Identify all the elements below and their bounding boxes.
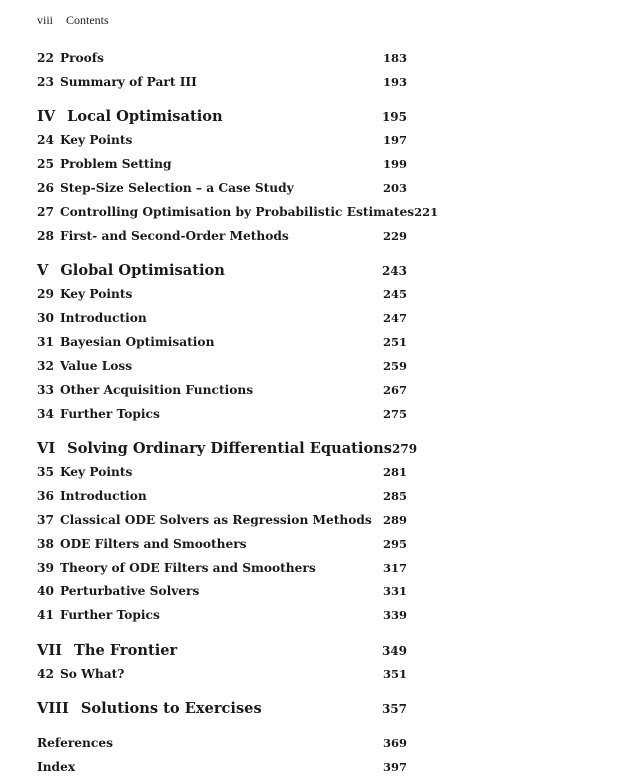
running-header (37, 13, 109, 28)
chapter-title: Other Acquisition Functions (59, 383, 254, 397)
page-number: 229 (382, 229, 407, 243)
page-number: 279 (392, 442, 418, 456)
chapter-number: 25 (37, 157, 54, 171)
chapter-number: 40 (37, 584, 54, 598)
chapter-number: 32 (37, 359, 54, 373)
toc-entry-label (37, 383, 253, 397)
page-number: 397 (382, 760, 407, 774)
page-number: 281 (382, 465, 407, 479)
part-title: Global Optimisation (60, 262, 225, 279)
page-number: 357 (381, 702, 407, 716)
toc-entry-label (37, 229, 289, 243)
chapter-title: Perturbative Solvers (59, 584, 200, 598)
toc-entry-label (37, 642, 177, 659)
page-number: 369 (382, 736, 407, 750)
page-number: 243 (381, 264, 407, 278)
header-title: Contents (66, 13, 109, 27)
toc-entry-label (37, 205, 414, 219)
toc-entry-label (37, 51, 104, 65)
toc-chapter-entry[interactable] (37, 229, 407, 243)
chapter-title: Classical ODE Solvers as Regression Methods (59, 513, 372, 527)
chapter-number: 35 (37, 465, 54, 479)
chapter-number: 26 (37, 181, 54, 195)
toc-entry-label (37, 133, 132, 147)
page-number: 285 (382, 489, 407, 503)
toc-entry-label (37, 311, 147, 325)
toc-chapter-entry[interactable] (37, 75, 407, 89)
chapter-title: Theory of ODE Filters and Smoothers (59, 561, 316, 575)
toc-entry-label (37, 667, 124, 681)
toc-chapter-entry[interactable] (37, 608, 407, 622)
toc-entry-label (37, 489, 147, 503)
part-title: Solutions to Exercises (80, 700, 262, 717)
chapter-number: 24 (37, 133, 54, 147)
toc-chapter-entry[interactable] (37, 584, 407, 598)
chapter-title: Further Topics (59, 407, 160, 421)
part-number: VIII (37, 700, 69, 717)
chapter-number: 29 (37, 287, 54, 301)
chapter-title: Key Points (59, 133, 133, 147)
toc-entry-label (37, 108, 223, 125)
chapter-title: Bayesian Optimisation (59, 335, 215, 349)
chapter-title: Key Points (59, 287, 133, 301)
toc-entry-label (37, 561, 316, 575)
page-number: 267 (382, 383, 407, 397)
part-number: VII (37, 642, 62, 659)
chapter-title: References (37, 736, 113, 750)
toc-chapter-entry[interactable] (37, 359, 407, 373)
page-number: 251 (382, 335, 407, 349)
part-title: The Frontier (73, 642, 178, 659)
toc-chapter-entry[interactable] (37, 133, 407, 147)
page-number: 195 (381, 110, 407, 124)
page-number: 183 (382, 51, 407, 65)
toc-chapter-entry[interactable] (37, 287, 407, 301)
toc-chapter-entry[interactable] (37, 181, 407, 195)
page-number: 197 (382, 133, 407, 147)
toc-entry-label (37, 736, 113, 750)
chapter-number: 41 (37, 608, 54, 622)
toc-backmatter-entry[interactable] (37, 736, 407, 750)
chapter-number: 27 (37, 205, 54, 219)
chapter-number: 36 (37, 489, 54, 503)
chapter-number: 34 (37, 407, 54, 421)
chapter-title: Step-Size Selection – a Case Study (59, 181, 294, 195)
page-number: 289 (382, 513, 407, 527)
toc-part-entry[interactable] (37, 440, 418, 457)
toc-entry-label (37, 157, 172, 171)
toc-backmatter-entry[interactable] (37, 760, 407, 774)
toc-chapter-entry[interactable] (37, 205, 439, 219)
chapter-title: First- and Second-Order Methods (59, 229, 289, 243)
chapter-number: 28 (37, 229, 54, 243)
toc-chapter-entry[interactable] (37, 513, 407, 527)
chapter-number: 23 (37, 75, 54, 89)
chapter-number: 42 (37, 667, 54, 681)
chapter-title: So What? (59, 667, 125, 681)
header-page-number: viii (37, 13, 54, 27)
toc-chapter-entry[interactable] (37, 407, 407, 421)
page-number: 275 (382, 407, 407, 421)
chapter-number: 37 (37, 513, 54, 527)
page-number: 317 (382, 561, 407, 575)
chapter-title: ODE Filters and Smoothers (59, 537, 247, 551)
toc-entry-label (37, 513, 372, 527)
chapter-title: Key Points (59, 465, 133, 479)
toc-entry-label (37, 608, 160, 622)
toc-chapter-entry[interactable] (37, 537, 407, 551)
toc-part-entry[interactable] (37, 262, 407, 279)
page-number: 339 (382, 608, 407, 622)
chapter-number: 33 (37, 383, 54, 397)
chapter-title: Summary of Part III (59, 75, 197, 89)
page-number: 351 (382, 667, 407, 681)
toc-entry-label (37, 760, 75, 774)
page-number: 331 (382, 584, 407, 598)
part-number: IV (37, 108, 56, 125)
part-title: Solving Ordinary Differential Equations (67, 440, 393, 457)
toc-entry-label (37, 335, 214, 349)
toc-chapter-entry[interactable] (37, 335, 407, 349)
page-number: 245 (382, 287, 407, 301)
chapter-title: Index (37, 760, 76, 774)
chapter-number: 22 (37, 51, 54, 65)
toc-part-entry[interactable] (37, 642, 407, 659)
toc-entry-label (37, 465, 132, 479)
toc-chapter-entry[interactable] (37, 667, 407, 681)
toc-chapter-entry[interactable] (37, 489, 407, 503)
toc-entry-label (37, 359, 132, 373)
part-number: V (37, 262, 49, 279)
chapter-title: Controlling Optimisation by Probabilistic Estimates (59, 205, 415, 219)
chapter-title: Value Loss (59, 359, 133, 373)
chapter-title: Introduction (59, 311, 147, 325)
toc-entry-label (37, 181, 294, 195)
toc-part-entry[interactable] (37, 700, 407, 717)
toc-part-entry[interactable] (37, 108, 407, 125)
toc-chapter-entry[interactable] (37, 311, 407, 325)
toc-chapter-entry[interactable] (37, 465, 407, 479)
toc-chapter-entry[interactable] (37, 157, 407, 171)
page-number: 247 (382, 311, 407, 325)
toc-chapter-entry[interactable] (37, 383, 407, 397)
toc-chapter-entry[interactable] (37, 51, 407, 65)
chapter-title: Further Topics (59, 608, 160, 622)
part-title: Local Optimisation (67, 108, 223, 125)
toc-entry-label (37, 440, 392, 457)
page-number: 199 (382, 157, 407, 171)
toc-entry-label (37, 287, 132, 301)
toc-entry-label (37, 700, 262, 717)
page-number: 295 (382, 537, 407, 551)
page-number: 193 (382, 75, 407, 89)
chapter-number: 30 (37, 311, 54, 325)
chapter-title: Problem Setting (59, 157, 172, 171)
chapter-title: Introduction (59, 489, 147, 503)
toc-entry-label (37, 407, 160, 421)
part-number: VI (37, 440, 56, 457)
chapter-number: 31 (37, 335, 54, 349)
toc-entry-label (37, 262, 225, 279)
toc-entry-label (37, 537, 247, 551)
page-number: 203 (382, 181, 407, 195)
toc-chapter-entry[interactable] (37, 561, 407, 575)
chapter-title: Proofs (59, 51, 104, 65)
page-number: 259 (382, 359, 407, 373)
page-number: 349 (381, 644, 407, 658)
chapter-number: 38 (37, 537, 54, 551)
toc-entry-label (37, 75, 197, 89)
toc-entry-label (37, 584, 199, 598)
chapter-number: 39 (37, 561, 54, 575)
page-number: 221 (414, 205, 439, 219)
